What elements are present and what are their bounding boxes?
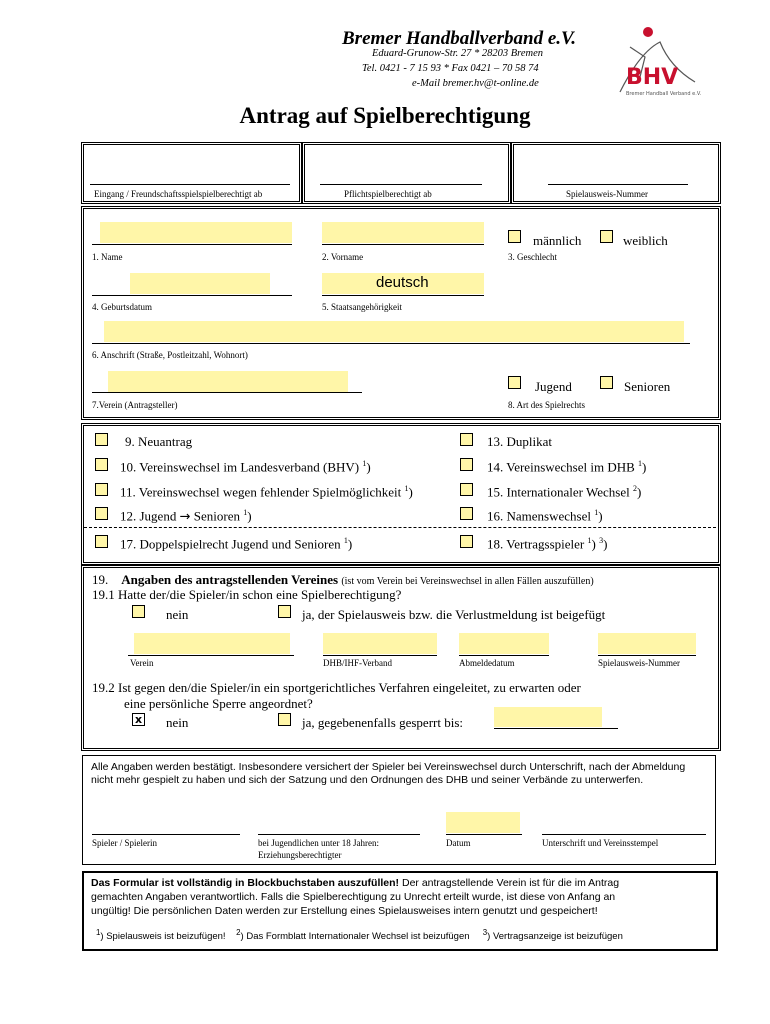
entry-date-line[interactable] xyxy=(90,184,290,185)
footer-note-1-num: 1 xyxy=(96,928,101,937)
option-9: 9. Neuantrag xyxy=(125,434,193,449)
address-input[interactable] xyxy=(104,321,684,342)
label-entry: Eingang / Freundschaftsspielspielberechtigt ab xyxy=(94,189,263,199)
footnote-ref: 3 xyxy=(599,536,604,545)
option-16-text: 16. Namenswechsel $^1$) xyxy=(487,508,603,524)
footnote-ref: 2 xyxy=(633,484,637,493)
label-guardian-2: Erziehungsberechtigter xyxy=(258,850,342,860)
club-signature-line[interactable] xyxy=(542,834,706,835)
prev-pass-input[interactable] xyxy=(598,633,696,654)
option-12a: 12. Jugend xyxy=(120,508,177,524)
nationality-line xyxy=(322,295,484,296)
footnote-ref: 1 xyxy=(362,459,367,468)
arrow-right-icon: → xyxy=(179,509,191,525)
deregistration-input[interactable] xyxy=(459,633,549,654)
female-checkbox[interactable] xyxy=(600,230,613,243)
label-prev-pass: Spielausweis-Nummer xyxy=(598,658,680,668)
checkbox-16[interactable] xyxy=(460,507,473,520)
label-prev-club: Verein xyxy=(130,658,154,668)
label-guardian-1: bei Jugendlichen unter 18 Jahren: xyxy=(258,838,379,848)
footnote-ref: 1 xyxy=(587,536,592,545)
footer-note-2: ) Das Formblatt Internationaler Wechsel ist beizufügen xyxy=(240,931,470,943)
senior-checkbox[interactable] xyxy=(600,376,613,389)
label-nationality: 5. Staatsangehörigkeit xyxy=(322,302,402,312)
option-14: 14. Vereinswechsel im DHB xyxy=(487,459,635,475)
label-deregistration: Abmeldedatum xyxy=(459,658,515,668)
footer-note-2-num: 2 xyxy=(236,928,241,937)
section-19-note: (ist vom Verein bei Vereinswechsel in allen Fällen auszufüllen) xyxy=(341,576,594,587)
option-18-text: 18. Vertragsspieler $^1$) $^3$) xyxy=(487,536,608,552)
option-10-text: 10. Vereinswechsel im Landesverband (BHV) $^1$) xyxy=(120,459,371,475)
senior-label: Senioren xyxy=(624,379,671,394)
option-15: 15. Internationaler Wechsel xyxy=(487,484,630,500)
footer-note-1: ) Spielausweis ist beizufügen! xyxy=(100,931,226,943)
suspension-date-input[interactable] xyxy=(494,707,602,727)
option-18: 18. Vertragsspieler xyxy=(487,536,585,552)
date-line xyxy=(446,834,522,835)
female-label: weiblich xyxy=(623,233,668,248)
label-address: 6. Anschrift (Straße, Postleitzahl, Wohnort) xyxy=(92,350,248,360)
form-title: Antrag auf Spielberechtigung xyxy=(239,103,531,128)
label-player-signature: Spieler / Spielerin xyxy=(92,838,157,848)
prev-pass-line xyxy=(598,655,696,656)
checkbox-13[interactable] xyxy=(460,433,473,446)
youth-label: Jugend xyxy=(535,379,572,394)
options-divider xyxy=(84,527,716,528)
option-17-text: 17. Doppelspielrecht Jugend und Senioren $^1$) xyxy=(120,536,353,552)
name-line xyxy=(92,244,292,245)
label-federation: DHB/IHF-Verband xyxy=(323,658,392,668)
label-date: Datum xyxy=(446,838,471,848)
confirm-text-2: nicht mehr gespielt zu haben und sich der Satzung und den Ordnungen des DHB und seiner Verbände zu unterwerfen. xyxy=(91,774,644,786)
question-19-2: 19.2 Ist gegen den/die Spieler/in ein sportgerichtliches Verfahren eingeleitet, zu erwarten oder xyxy=(92,680,581,695)
confirm-text-1: Alle Angaben werden bestätigt. Insbesondere versichert der Spieler bei Vereinswechsel durch Unterschrift, nach der Abmeldung xyxy=(91,761,686,773)
q1-yes-checkbox[interactable] xyxy=(278,605,291,618)
logo-subtext: Bremer Handball Verband e.V. xyxy=(626,91,702,97)
q1-yes-label: ja, der Spielausweis bzw. die Verlustmeldung ist beigefügt xyxy=(302,607,606,622)
male-checkbox[interactable] xyxy=(508,230,521,243)
org-address: Eduard-Grunow-Str. 27 * 28203 Bremen xyxy=(372,48,544,59)
option-16: 16. Namenswechsel xyxy=(487,508,591,524)
option-17: 17. Doppelspielrecht Jugend und Senioren xyxy=(120,536,341,552)
checkbox-14[interactable] xyxy=(460,458,473,471)
checkbox-17[interactable] xyxy=(95,535,108,548)
label-birthdate: 4. Geburtsdatum xyxy=(92,302,152,312)
option-12b: Senioren xyxy=(193,508,240,524)
bhv-logo xyxy=(600,22,725,100)
footer-line-3: ungültig! Die persönlichen Daten werden zur Erstellung eines Spielausweises intern genutzt und gespeichert! xyxy=(91,905,598,917)
option-13: 13. Duplikat xyxy=(487,434,552,449)
footer-bold: Das Formular ist vollständig in Blockbuchstaben auszufüllen! xyxy=(91,877,400,889)
deregistration-line xyxy=(459,655,549,656)
footer-line-2: gemachten Angaben verantwortlich. Falls die Spielberechtigung zu Unrecht erteilt wurde, ist diese von Anfang an xyxy=(91,891,616,903)
firstname-input[interactable] xyxy=(322,222,484,243)
federation-input[interactable] xyxy=(323,633,437,654)
nationality-input[interactable] xyxy=(322,273,484,294)
birthdate-input[interactable] xyxy=(130,273,270,294)
question-19-2-cont: eine persönliche Sperre angeordnet? xyxy=(124,696,313,711)
section-19-heading-line xyxy=(92,572,594,588)
org-name: Bremer Handballverband e.V. xyxy=(342,28,576,49)
checked-mark-icon: x xyxy=(134,713,143,726)
q1-no-label: nein xyxy=(166,607,189,622)
checkbox-15[interactable] xyxy=(460,483,473,496)
option-10: 10. Vereinswechsel im Landesverband (BHV) xyxy=(120,459,360,475)
footer-note-3: ) Vertragsanzeige ist beizufügen xyxy=(487,931,623,943)
name-input[interactable] xyxy=(100,222,292,243)
federation-line xyxy=(323,655,437,656)
date-input[interactable] xyxy=(446,812,520,833)
footnote-ref: 1 xyxy=(343,536,348,545)
firstname-line xyxy=(322,244,484,245)
option-14-text: 14. Vereinswechsel im DHB $^1$) xyxy=(487,459,647,475)
footer-line-1 xyxy=(91,877,619,889)
option-11-text: 11. Vereinswechsel wegen fehlender Spielmöglichkeit $^1$) xyxy=(120,484,413,500)
section-19-heading: Angaben des antragstellenden Vereines xyxy=(121,572,339,587)
prev-club-input[interactable] xyxy=(134,633,290,654)
option-11: 11. Vereinswechsel wegen fehlender Spielmöglichkeit xyxy=(120,484,402,500)
checkbox-18[interactable] xyxy=(460,535,473,548)
org-phone: Tel. 0421 - 7 15 93 * Fax 0421 – 70 58 74 xyxy=(362,63,539,74)
question-19-1: 19.1 Hatte der/die Spieler/in schon eine Spielberechtigung? xyxy=(92,587,402,602)
footnote-ref: 1 xyxy=(638,459,643,468)
nationality-value: deutsch xyxy=(376,274,429,291)
youth-checkbox[interactable] xyxy=(508,376,521,389)
label-gender: 3. Geschlecht xyxy=(508,252,557,262)
checkbox-10[interactable] xyxy=(95,458,108,471)
address-line xyxy=(92,343,690,344)
section-19-number: 19. xyxy=(92,572,109,587)
q2-no-label: nein xyxy=(166,715,189,730)
q2-no-checkbox[interactable] xyxy=(132,713,145,726)
prev-club-line xyxy=(128,655,294,656)
label-type: 8. Art des Spielrechts xyxy=(508,400,585,410)
checkbox-9[interactable] xyxy=(95,433,108,446)
option-15-text: 15. Internationaler Wechsel $^2$) xyxy=(487,484,642,500)
label-club: 7.Verein (Antragsteller) xyxy=(92,400,178,410)
label-pass-number: Spielausweis-Nummer xyxy=(566,189,648,199)
checkbox-12[interactable] xyxy=(95,507,108,520)
footer-rest: Der antragstellende Verein ist für die im Antrag xyxy=(399,877,620,889)
q2-yes-label: ja, gegebenenfalls gesperrt bis: xyxy=(302,715,463,730)
checkbox-11[interactable] xyxy=(95,483,108,496)
club-input[interactable] xyxy=(108,371,348,392)
mandatory-date-line[interactable] xyxy=(320,184,482,185)
footer-notes xyxy=(96,928,623,942)
footnote-ref: 1 xyxy=(404,484,409,493)
label-mandatory: Pflichtspielberechtigt ab xyxy=(344,189,432,199)
footnote-ref: 1 xyxy=(243,508,248,517)
label-firstname: 2. Vorname xyxy=(322,252,364,262)
pass-number-line[interactable] xyxy=(548,184,688,185)
footnote-ref: 1 xyxy=(594,508,599,517)
q2-yes-checkbox[interactable] xyxy=(278,713,291,726)
suspension-date-line xyxy=(494,728,618,729)
option-12-text: 12. Jugend → Senioren $^1$) xyxy=(120,508,252,525)
logo-text: BHV xyxy=(626,65,679,90)
label-name: 1. Name xyxy=(92,252,123,262)
label-club-signature: Unterschrift und Vereinsstempel xyxy=(542,838,659,848)
guardian-signature-line[interactable] xyxy=(258,834,420,835)
org-email: e-Mail bremer.hv@t-online.de xyxy=(412,78,539,89)
player-signature-line[interactable] xyxy=(92,834,240,835)
birthdate-line xyxy=(92,295,292,296)
male-label: männlich xyxy=(533,233,582,248)
footer-note-3-num: 3 xyxy=(482,928,488,937)
q1-no-checkbox[interactable] xyxy=(132,605,145,618)
club-line xyxy=(92,392,362,393)
